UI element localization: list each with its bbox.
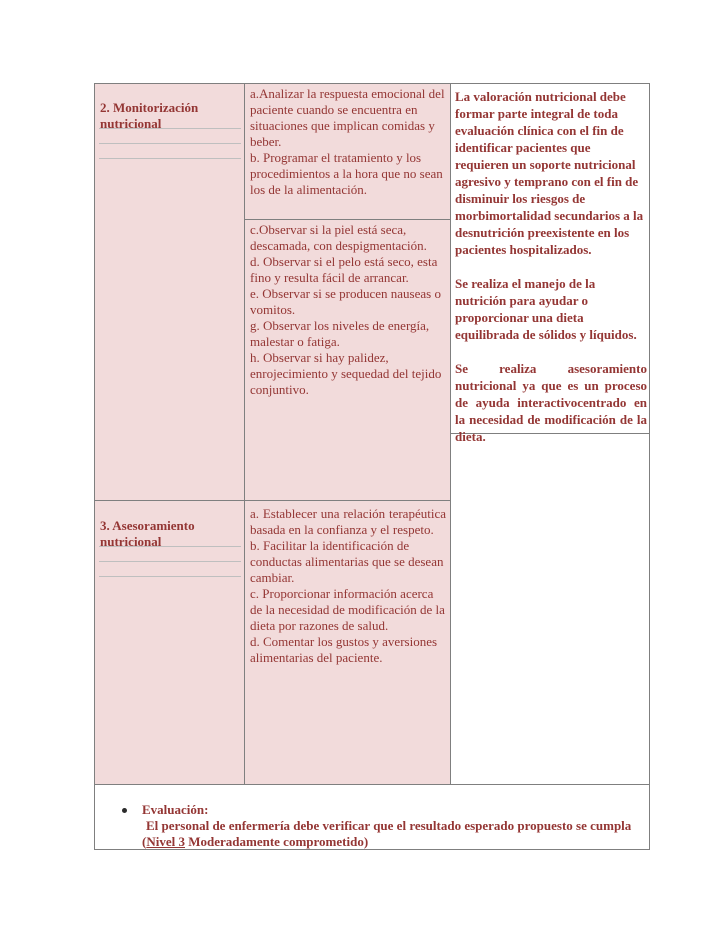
rationale-paragraph: Se realiza asesoramiento nutricional ya que es un proceso de ayuda interactivocentrado en la necesidad de modificación de la dieta.: [455, 361, 647, 444]
title-cell-line: [99, 576, 241, 577]
row-divider: [95, 500, 451, 501]
bullet-icon: [122, 808, 127, 813]
evaluation-label: Evaluación:: [142, 802, 209, 817]
rationale-paragraph: Se realiza el manejo de la nutrición para ayudar o proporcionar una dieta equilibrada de sólidos y líquidos.: [455, 276, 637, 342]
intervention-item: d. Comentar los gustos y aversiones alimentarias del paciente.: [250, 634, 438, 665]
row3-interventions: [250, 506, 446, 666]
title-cell-line: [99, 143, 241, 144]
intervention-item: c.Observar si la piel está seca, descamada, con despigmentación.: [250, 222, 427, 253]
row2-interventions-block1: [250, 86, 446, 198]
title-cell-line: [99, 158, 241, 159]
evaluation-block: [142, 802, 652, 850]
row2-interventions-block2: [250, 222, 446, 398]
row3-title: 3. Asesoramiento nutricional: [100, 518, 195, 549]
rationale-column: [455, 88, 647, 462]
intervention-item: a.Analizar la respuesta emocional del paciente cuando se encuentra en situaciones que implican comidas y beber.: [250, 86, 445, 149]
intervention-item: c. Proporcionar información acerca de la necesidad de modificación de la dieta por razones de salud.: [250, 586, 445, 633]
intervention-item: a. Establecer una relación terapéutica basada en la confianza y el respeto.: [250, 506, 446, 537]
intervention-item: e. Observar si se producen nauseas o vomitos.: [250, 286, 441, 317]
intervention-item: b. Programar el tratamiento y los procedimientos a la hora que no sean los de la alimentación.: [250, 150, 443, 197]
row2-title: 2. Monitorización nutricional: [100, 100, 199, 131]
evaluation-level: (Nivel 3 Moderadamente comprometido): [142, 834, 369, 849]
intervention-item: g. Observar los niveles de energía, malestar o fatiga.: [250, 318, 430, 349]
title-cell-line: [99, 561, 241, 562]
column-divider-1: [244, 84, 245, 784]
row2-title-cell: [95, 84, 244, 500]
level-number: Nivel 3: [146, 834, 185, 849]
intervention-item: b. Facilitar la identificación de conductas alimentarias que se desean cambiar.: [250, 538, 444, 585]
rationale-paragraph: La valoración nutricional debe formar parte integral de toda evaluación clínica con el fin de identificar pacientes que requieren un soporte nutricional agresivo y temprano con el fin de disminuir los riesgos de morbimortalidad secundarios a la desnutrición preexistente en los pacientes hospitalizados.: [455, 89, 644, 257]
evaluation-text: El personal de enfermería debe verificar que el resultado esperado propuesto se cumpla: [146, 818, 632, 833]
sub-row-divider: [245, 219, 451, 220]
intervention-item: h. Observar si hay palidez, enrojecimiento y sequedad del tejido conjuntivo.: [250, 350, 442, 397]
intervention-item: d. Observar si el pelo está seco, esta fino y resulta fácil de arrancar.: [250, 254, 438, 285]
column-divider-2: [450, 84, 451, 784]
level-description: Moderadamente comprometido: [188, 834, 364, 849]
